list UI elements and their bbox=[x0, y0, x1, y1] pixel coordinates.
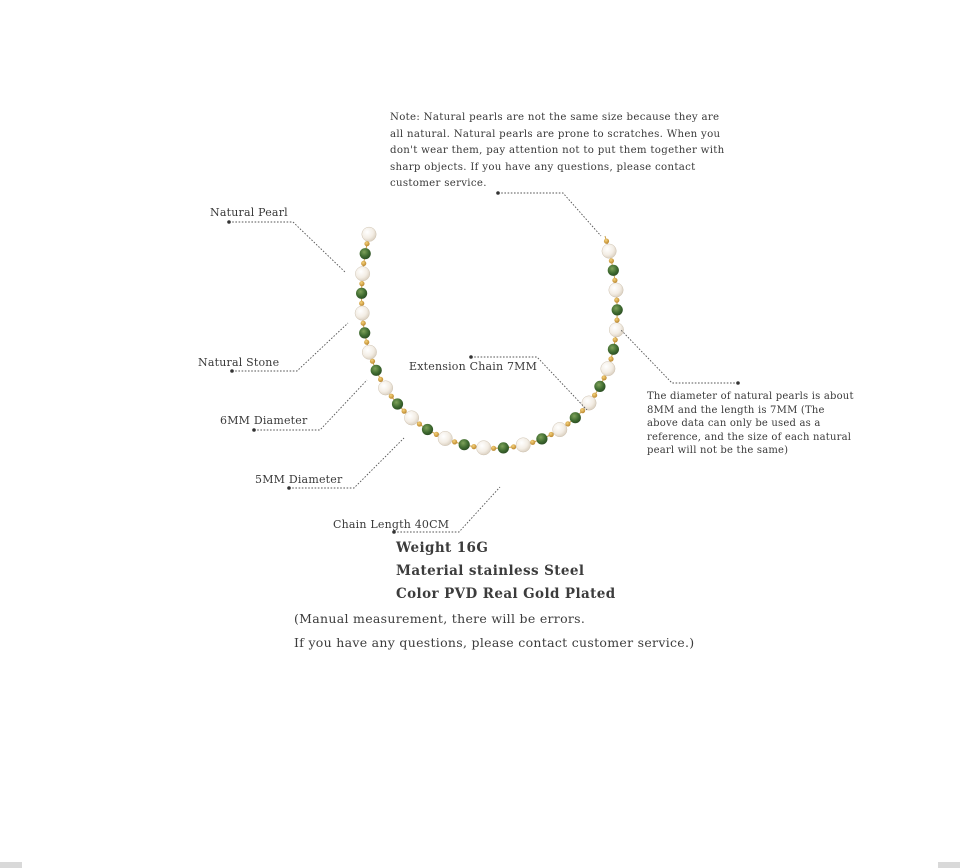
gold-spacer-bead bbox=[592, 393, 597, 398]
pearl-bead bbox=[477, 441, 491, 455]
stone-bead bbox=[612, 304, 623, 315]
disclaimer-line-1: (Manual measurement, there will be errors. bbox=[294, 611, 586, 626]
spec-weight: Weight 16G bbox=[396, 540, 489, 556]
pearl-bead bbox=[602, 244, 616, 258]
stone-bead bbox=[392, 398, 403, 409]
stone-bead bbox=[498, 442, 509, 453]
gold-spacer-bead bbox=[402, 409, 407, 414]
gold-spacer-bead bbox=[612, 278, 617, 283]
stone-bead bbox=[371, 365, 382, 376]
label-extension-chain: Extension Chain 7MM bbox=[409, 360, 538, 373]
pearl-bead bbox=[355, 306, 369, 320]
care-note: Note: Natural pearls are not the same size because they are all natural. Natural pearls are prone to scratches. When you don't wear them, pay attention not to put them together with sharp objects. If you have any questions, please contact customer service. bbox=[390, 112, 725, 189]
gold-spacer-bead bbox=[389, 394, 394, 399]
leader-natural-pearl bbox=[229, 222, 345, 272]
stone-bead bbox=[459, 439, 470, 450]
gold-spacer-bead bbox=[370, 359, 375, 364]
gold-spacer-bead bbox=[613, 337, 618, 342]
pearl-bead bbox=[582, 396, 596, 410]
stone-bead bbox=[608, 265, 619, 276]
gold-spacer-bead bbox=[364, 340, 369, 345]
gold-spacer-bead bbox=[452, 439, 457, 444]
pearl-bead bbox=[362, 227, 376, 241]
label-5mm-diameter: 5MM Diameter bbox=[255, 473, 343, 486]
gold-spacer-bead bbox=[608, 356, 613, 361]
gold-spacer-bead bbox=[604, 239, 609, 244]
pearl-bead bbox=[362, 345, 376, 359]
stone-bead bbox=[422, 424, 433, 435]
gold-spacer-bead bbox=[614, 318, 619, 323]
stone-bead bbox=[359, 327, 370, 338]
gold-spacer-bead bbox=[471, 444, 476, 449]
gold-spacer-bead bbox=[359, 281, 364, 286]
leader-note bbox=[498, 193, 601, 236]
stone-bead bbox=[536, 433, 547, 444]
pearl-bead bbox=[553, 422, 567, 436]
pearl-bead bbox=[601, 362, 615, 376]
label-natural-stone: Natural Stone bbox=[198, 356, 280, 369]
gold-spacer-bead bbox=[530, 440, 535, 445]
gold-spacer-bead bbox=[614, 298, 619, 303]
gold-spacer-bead bbox=[364, 241, 369, 246]
gold-spacer-bead bbox=[511, 444, 516, 449]
stone-bead bbox=[570, 412, 581, 423]
label-chain-length: Chain Length 40CM bbox=[333, 518, 450, 531]
corner-mark-right bbox=[938, 862, 960, 868]
label-natural-pearl: Natural Pearl bbox=[210, 206, 288, 219]
pearl-bead bbox=[355, 267, 369, 281]
gold-spacer-bead bbox=[609, 258, 614, 263]
stone-bead bbox=[356, 288, 367, 299]
pearl-bead bbox=[609, 323, 623, 337]
spec-material: Material stainless Steel bbox=[396, 563, 585, 579]
pearl-size-info: The diameter of natural pearls is about 8MM and the length is 7MM (The above data can only be used as a reference, and the size of each natural pearl will not be the same) bbox=[647, 391, 854, 456]
leader-pearl-info bbox=[621, 330, 738, 383]
gold-spacer-bead bbox=[359, 301, 364, 306]
pearl-bead bbox=[404, 411, 418, 425]
bead-strand bbox=[355, 227, 624, 455]
spec-color: Color PVD Real Gold Plated bbox=[396, 586, 616, 602]
gold-spacer-bead bbox=[602, 375, 607, 380]
stone-bead bbox=[594, 381, 605, 392]
label-6mm-diameter: 6MM Diameter bbox=[220, 414, 308, 427]
gold-spacer-bead bbox=[491, 446, 496, 451]
stone-bead bbox=[360, 248, 371, 259]
pearl-bead bbox=[609, 283, 623, 297]
pearl-bead bbox=[378, 381, 392, 395]
disclaimer-line-2: If you have any questions, please contact customer service.) bbox=[294, 635, 695, 650]
corner-mark-left bbox=[0, 862, 22, 868]
gold-spacer-bead bbox=[565, 421, 570, 426]
gold-spacer-bead bbox=[361, 321, 366, 326]
stone-bead bbox=[608, 344, 619, 355]
pearl-bead bbox=[516, 438, 530, 452]
gold-spacer-bead bbox=[361, 261, 366, 266]
pearl-bead bbox=[438, 431, 452, 445]
gold-spacer-bead bbox=[417, 421, 422, 426]
